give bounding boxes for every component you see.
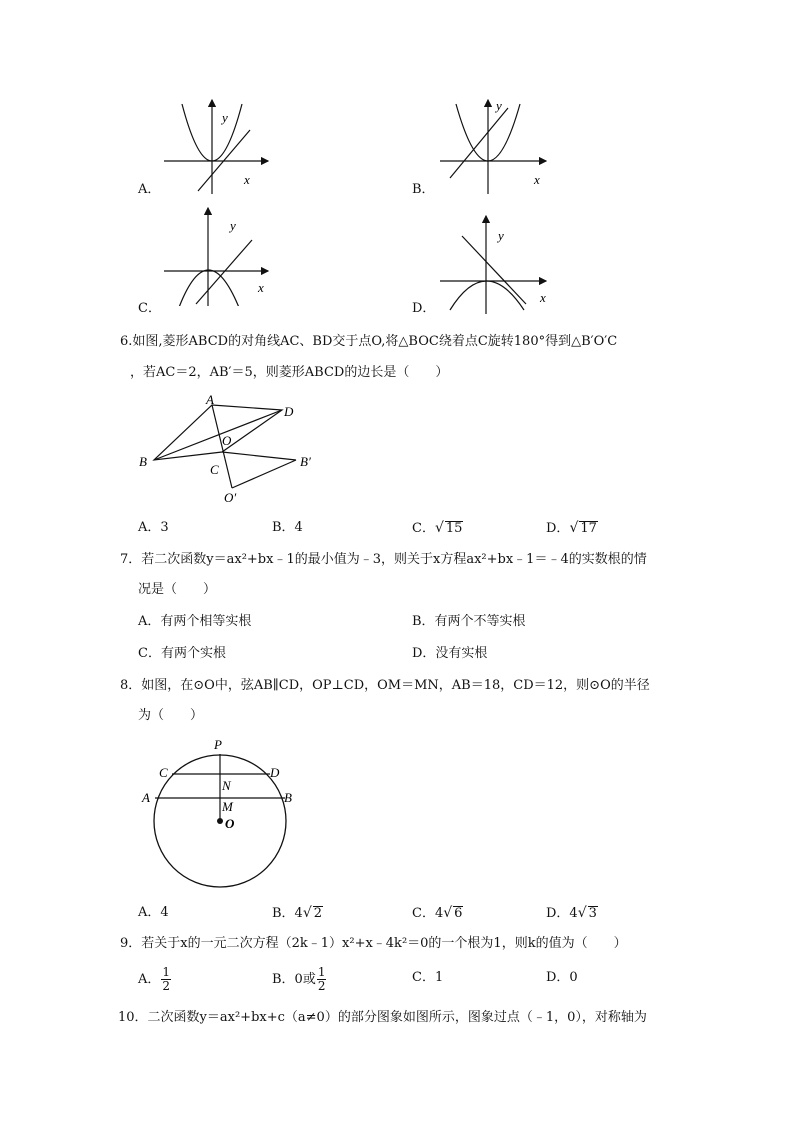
q8-option-c: C．4√ 6 [412,905,463,921]
svg-text:y: y [498,228,504,243]
q7-stem-line2: 况是（ ） [138,582,217,597]
graph-c [160,206,280,306]
q8-stem-line2: 为（ ） [138,708,204,723]
q6-option-b: B．4 [272,520,303,535]
label-p: P [214,737,222,752]
q7-option-b: B．有两个不等实根 [412,614,526,629]
q7-option-a: A．有两个相等实根 [138,614,252,629]
svg-text:x: x [534,172,540,187]
label-n: N [222,778,231,793]
q5-option-b: B． [412,182,435,197]
graph-a [160,96,280,196]
q9-option-d: D．0 [546,970,578,985]
q6-stem-line2: ，若AC＝2，AB′＝5，则菱形ABCD的边长是（ ） [130,365,449,380]
label-c: C [159,765,168,780]
q10-stem-line1: 10．二次函数y＝ax²+bx+c（a≠0）的部分图象如图所示，图象过点（﹣1，0），对称轴为 [118,1010,647,1025]
q6-option-a: A．3 [138,520,169,535]
q5-option-c: C． [138,301,161,316]
q9-option-a: A． $\frac{1}{2}$ [138,965,171,993]
q7-option-c: C．有两个实根 [138,646,226,661]
svg-text:x: x [258,280,264,295]
q9-option-b: B．0或 $\frac{1}{2}$ [272,965,326,993]
label-a: A [206,392,214,407]
label-b-prime: B′ [300,454,311,469]
q6-stem-line1: 6.如图,菱形ABCD的对角线AC、BD交于点O,将△BOC绕着点C旋转180°得到△B′O′C [120,334,618,349]
label-b: B [139,454,147,469]
q6-rhombus-figure [134,390,334,510]
svg-text:y: y [230,218,236,233]
q8-option-d: D．4√ 3 [546,905,597,921]
label-b: B [284,790,292,805]
q8-option-b: B．4√ 2 [272,905,323,921]
q5-option-a: A． [138,182,161,197]
label-c: C [210,462,219,477]
svg-text:y: y [496,98,502,113]
label-m: M [222,799,233,814]
label-o: O [225,816,235,831]
q8-option-a: A．4 [138,905,169,920]
graph-d [436,214,560,314]
q6-option-c: C．√ 15 [412,520,463,536]
y-label: y [222,110,228,125]
label-d: D [284,404,294,419]
q9-stem-line1: 9．若关于x的一元二次方程（2k﹣1）x²+x﹣4k²＝0的一个根为1，则k的值为（ ） [120,936,627,951]
q8-stem-line1: 8．如图，在⊙O中，弦AB∥CD，OP⊥CD，OM＝MN，AB＝18，CD＝12，则⊙O的半径 [120,678,650,693]
label-o-prime: O′ [224,490,237,505]
label-o: O [222,433,232,448]
q5-option-d: D． [412,301,436,316]
q6-option-d: D．√ 17 [546,520,597,536]
q8-circle-figure [134,734,304,894]
q7-option-d: D．没有实根 [412,646,488,661]
q9-option-c: C．1 [412,970,444,985]
q7-stem-line1: 7．若二次函数y＝ax²+bx﹣1的最小值为﹣3，则关于x方程ax²+bx﹣1＝﹣4的实数根的情 [120,552,647,567]
label-a: A [142,790,150,805]
label-d: D [270,765,280,780]
graph-b [436,96,556,196]
svg-text:x: x [540,290,546,305]
x-label: x [244,172,250,187]
